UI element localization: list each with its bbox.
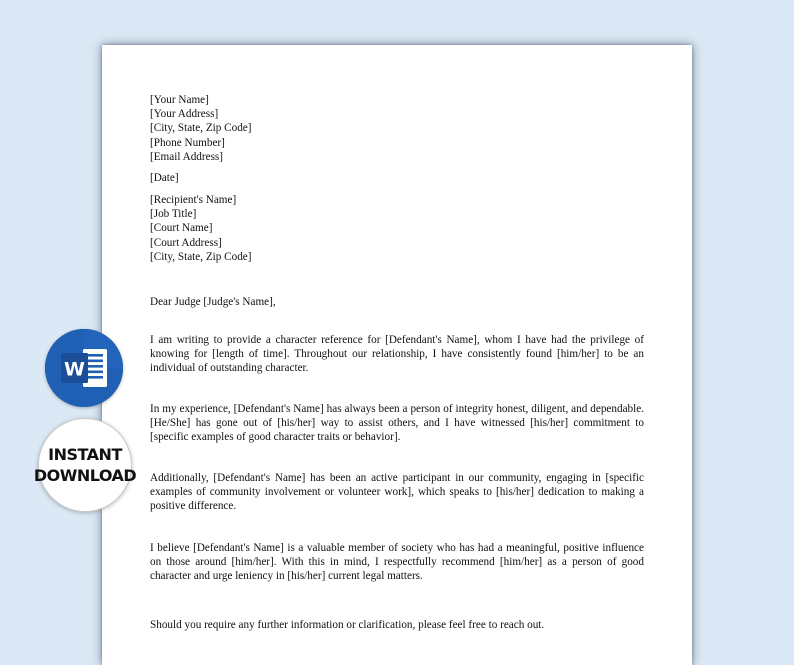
closing-paragraph	[150, 618, 644, 632]
paragraph-text: Should you require any further information or clarification, please feel free to reach out.	[150, 619, 545, 631]
sender-line: [City, State, Zip Code]	[150, 122, 252, 135]
word-logo-graphic	[45, 329, 123, 407]
date-block	[150, 171, 644, 185]
word-letter: W	[64, 358, 85, 381]
body-paragraph-4	[150, 541, 644, 584]
word-icon	[45, 329, 123, 407]
letter-page	[102, 45, 692, 665]
download-label: DOWNLOAD	[33, 466, 137, 485]
salutation-text: Dear Judge [Judge's Name],	[150, 296, 276, 308]
date-line: [Date]	[150, 172, 179, 184]
sender-line: [Phone Number]	[150, 136, 225, 149]
sender-block	[150, 93, 644, 164]
recipient-block	[150, 193, 644, 264]
recipient-line: [Court Name]	[150, 222, 213, 235]
salutation	[150, 295, 644, 309]
sender-line: [Your Address]	[150, 108, 219, 121]
paragraph-text: I believe [Defendant's Name] is a valuable member of society who has had a meaningful, positive influence on those around [him/her]. With this in mind, I respectfully recommend [him/her] as a person of good character and urge leniency in [his/her] current legal matters.	[150, 542, 644, 583]
paragraph-text: In my experience, [Defendant's Name] has always been a person of integrity honest, diligent, and dependable. [He/She] has gone out of [his/her] way to assist others, and I have witnessed [his/her] commitment to [specific examples of good character traits or behavior].	[150, 403, 644, 444]
recipient-line: [City, State, Zip Code]	[150, 250, 252, 263]
paragraph-text: Additionally, [Defendant's Name] has been an active participant in our community, engaging in [specific examples of community involvement or volunteer work], which speaks to [his/her] dedication to making a positive difference.	[150, 472, 644, 513]
sender-line: [Your Name]	[150, 94, 209, 106]
body-paragraph-3	[150, 471, 644, 514]
instant-download-badge	[33, 418, 137, 512]
body-paragraph-2	[150, 402, 644, 445]
body-paragraph-1	[150, 333, 644, 376]
instant-label: INSTANT	[48, 445, 122, 464]
recipient-line: [Recipient's Name]	[150, 194, 237, 206]
sender-line: [Email Address]	[150, 150, 224, 163]
recipient-line: [Court Address]	[150, 236, 222, 249]
recipient-line: [Job Title]	[150, 208, 197, 221]
paragraph-text: I am writing to provide a character reference for [Defendant's Name], whom I have had the privilege of knowing for [length of time]. Throughout our relationship, I have consistently found [him/her] to be an individual of outstanding character.	[150, 334, 644, 375]
